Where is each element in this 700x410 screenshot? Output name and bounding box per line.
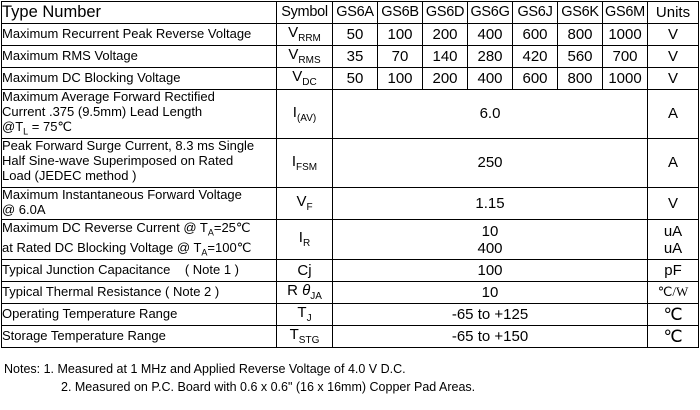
value-cell: 600 <box>513 68 558 90</box>
row-ir <box>2 220 699 260</box>
unit-cell: ℃/W <box>648 282 699 304</box>
row-ifsm <box>2 139 699 188</box>
value-cell: 800 <box>558 24 603 46</box>
symbol-cell: $I_{FSM}$ <box>277 139 333 188</box>
row-cj <box>2 260 699 282</box>
row-vrms <box>2 46 699 68</box>
value-cell: 100 <box>378 68 423 90</box>
symbol-cell: $T_J$ <box>277 304 333 326</box>
unit-cell: ℃ <box>648 304 699 326</box>
header-units: Units <box>648 2 699 24</box>
value-cell: 400 <box>468 68 513 90</box>
value-cell: 1000 <box>603 68 648 90</box>
param-label: Maximum RMS Voltage <box>2 46 277 68</box>
value-cell: 50 <box>333 24 378 46</box>
value-cell: 200 <box>423 68 468 90</box>
value-cell: -65 to +125 <box>333 304 648 326</box>
row-tj <box>2 304 699 326</box>
value-cell: 50 <box>333 68 378 90</box>
value-cell: 250 <box>333 139 648 188</box>
symbol-cell: R $\theta_{JA}$ <box>277 282 333 304</box>
value-cell: 10 <box>333 282 648 304</box>
param-label: Storage Temperature Range <box>2 326 277 348</box>
notes-block <box>4 360 475 396</box>
value-cell: 140 <box>423 46 468 68</box>
param-label: Maximum DC Reverse Current @ $T_A=25℃$ at Rated DC Blocking Voltage @ $T_A=100℃$ <box>2 220 277 260</box>
row-rth <box>2 282 699 304</box>
value-cell: 800 <box>558 68 603 90</box>
value-cell: 700 <box>603 46 648 68</box>
header-model: GS6A <box>333 2 378 24</box>
value-cell: 1000 <box>603 24 648 46</box>
ir-value-100c: 400 <box>477 239 503 257</box>
symbol-cell: $I_{(AV)}$ <box>277 90 333 139</box>
unit-cell: V <box>648 68 699 90</box>
symbol-cell: $V_{RRM}$ <box>277 24 333 46</box>
value-cell: 100 <box>333 260 648 282</box>
param-label: Peak Forward Surge Current, 8.3 ms Single Half Sine-wave Superimposed on Rated Load (JEDEC method ) <box>2 139 277 188</box>
symbol-cell: $I_R$ <box>277 220 333 260</box>
header-model: GS6K <box>558 2 603 24</box>
param-label: Typical Junction Capacitance ( Note 1 ) <box>2 260 277 282</box>
value-cell: -65 to +150 <box>333 326 648 348</box>
row-iav <box>2 90 699 139</box>
ratings-table <box>1 1 699 348</box>
value-cell: 420 <box>513 46 558 68</box>
param-label: Maximum Recurrent Peak Reverse Voltage <box>2 24 277 46</box>
value-cell: 1.15 <box>333 188 648 220</box>
symbol-cell: $V_F$ <box>277 188 333 220</box>
note-2: 2. Measured on P.C. Board with 0.6 x 0.6" (16 x 16mm) Copper Pad Areas. <box>61 380 476 394</box>
row-tstg <box>2 326 699 348</box>
header-model: GS6M <box>603 2 648 24</box>
symbol-cell: Cj <box>277 260 333 282</box>
value-cell: 280 <box>468 46 513 68</box>
unit-cell: A <box>648 90 699 139</box>
header-model: GS6B <box>378 2 423 24</box>
symbol-cell: $T_{STG}$ <box>277 326 333 348</box>
value-cell: 100 <box>378 24 423 46</box>
param-label: Operating Temperature Range <box>2 304 277 326</box>
value-cell: 6.0 <box>333 90 648 139</box>
value-cell: 70 <box>378 46 423 68</box>
value-cell: 560 <box>558 46 603 68</box>
param-label: Maximum Instantaneous Forward Voltage @ 6.0A <box>2 188 277 220</box>
row-vdc <box>2 68 699 90</box>
row-vf <box>2 188 699 220</box>
header-model: GS6J <box>513 2 558 24</box>
symbol-cell: $V_{RMS}$ <box>277 46 333 68</box>
value-cell: 400 <box>468 24 513 46</box>
header-type-number: Type Number <box>2 2 277 24</box>
param-label: Maximum Average Forward Rectified Current .375 (9.5mm) Lead Length $@T_L$ = 75℃ <box>2 90 277 139</box>
value-cell: 200 <box>423 24 468 46</box>
ir-value-25c: 10 <box>481 222 499 240</box>
row-vrrm <box>2 24 699 46</box>
unit-cell: uA uA <box>648 220 699 260</box>
unit-cell: V <box>648 188 699 220</box>
unit-cell: V <box>648 24 699 46</box>
note-1: Notes: 1. Measured at 1 MHz and Applied Reverse Voltage of 4.0 V D.C. <box>4 362 406 376</box>
param-label: Typical Thermal Resistance ( Note 2 ) <box>2 282 277 304</box>
unit-cell: A <box>648 139 699 188</box>
value-cell: 35 <box>333 46 378 68</box>
unit-cell: pF <box>648 260 699 282</box>
header-symbol: Symbol <box>277 2 333 24</box>
value-cell: 600 <box>513 24 558 46</box>
symbol-cell: $V_{DC}$ <box>277 68 333 90</box>
unit-cell: ℃ <box>648 326 699 348</box>
unit-cell: V <box>648 46 699 68</box>
param-label: Maximum DC Blocking Voltage <box>2 68 277 90</box>
header-model: GS6D <box>423 2 468 24</box>
header-model: GS6G <box>468 2 513 24</box>
value-cell <box>333 220 648 260</box>
header-row <box>2 2 699 24</box>
